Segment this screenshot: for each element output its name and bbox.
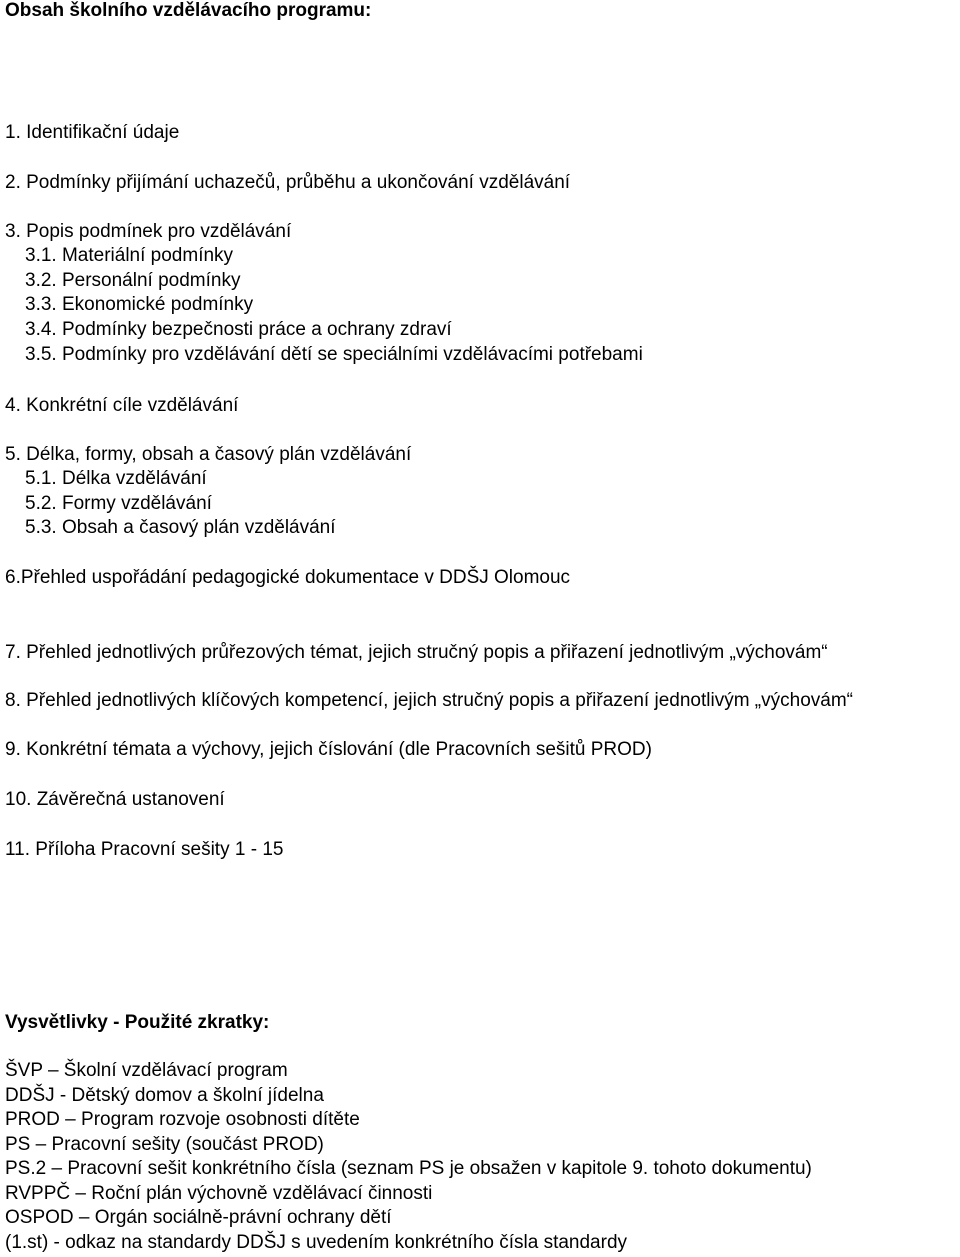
glossary-item-standards: (1.st) - odkaz na standardy DDŠJ s uvedením konkrétního čísla standardy xyxy=(5,1232,628,1253)
toc-item-5: 5. Délka, formy, obsah a časový plán vzdělávání xyxy=(5,444,412,465)
toc-item-3-2: 3.2. Personální podmínky xyxy=(25,270,241,291)
toc-item-2: 2. Podmínky přijímání uchazečů, průběhu a ukončování vzdělávání xyxy=(5,172,571,193)
glossary-item-ddsj: DDŠJ - Dětský domov a školní jídelna xyxy=(5,1085,324,1106)
toc-item-6: 6.Přehled uspořádání pedagogické dokumentace v DDŠJ Olomouc xyxy=(5,567,571,588)
toc-item-5-1: 5.1. Délka vzdělávání xyxy=(25,468,207,489)
toc-item-1: 1. Identifikační údaje xyxy=(5,122,180,143)
toc-item-3-1: 3.1. Materiální podmínky xyxy=(25,245,234,266)
toc-item-5-2: 5.2. Formy vzdělávání xyxy=(25,493,212,514)
glossary-item-ospod: OSPOD – Orgán sociálně-právní ochrany dětí xyxy=(5,1207,392,1228)
toc-title: Obsah školního vzdělávacího programu: xyxy=(5,0,372,21)
glossary-title: Vysvětlivky - Použité zkratky: xyxy=(5,1012,270,1033)
glossary-item-ps: PS – Pracovní sešity (součást PROD) xyxy=(5,1134,324,1155)
glossary-item-prod: PROD – Program rozvoje osobnosti dítěte xyxy=(5,1109,360,1130)
toc-item-10: 10. Závěrečná ustanovení xyxy=(5,789,225,810)
toc-item-5-3: 5.3. Obsah a časový plán vzdělávání xyxy=(25,517,336,538)
toc-item-3-5: 3.5. Podmínky pro vzdělávání dětí se speciálními vzdělávacími potřebami xyxy=(25,344,643,365)
toc-item-4: 4. Konkrétní cíle vzdělávání xyxy=(5,395,239,416)
toc-item-8: 8. Přehled jednotlivých klíčových kompetencí, jejich stručný popis a přiřazení jednotlivým „výchovám“ xyxy=(5,690,853,711)
toc-item-3: 3. Popis podmínek pro vzdělávání xyxy=(5,221,292,242)
glossary-item-rvppc: RVPPČ – Roční plán výchovně vzdělávací činnosti xyxy=(5,1183,433,1204)
toc-item-9: 9. Konkrétní témata a výchovy, jejich číslování (dle Pracovních sešitů PROD) xyxy=(5,739,652,760)
toc-item-3-4: 3.4. Podmínky bezpečnosti práce a ochrany zdraví xyxy=(25,319,452,340)
toc-item-3-3: 3.3. Ekonomické podmínky xyxy=(25,294,254,315)
toc-item-7: 7. Přehled jednotlivých průřezových témat, jejich stručný popis a přiřazení jednotlivým „výchovám“ xyxy=(5,642,828,663)
toc-item-11: 11. Příloha Pracovní sešity 1 - 15 xyxy=(5,839,284,860)
glossary-item-svp: ŠVP – Školní vzdělávací program xyxy=(5,1060,288,1081)
glossary-item-ps2: PS.2 – Pracovní sešit konkrétního čísla (seznam PS je obsažen v kapitole 9. tohoto dokumentu) xyxy=(5,1158,812,1179)
